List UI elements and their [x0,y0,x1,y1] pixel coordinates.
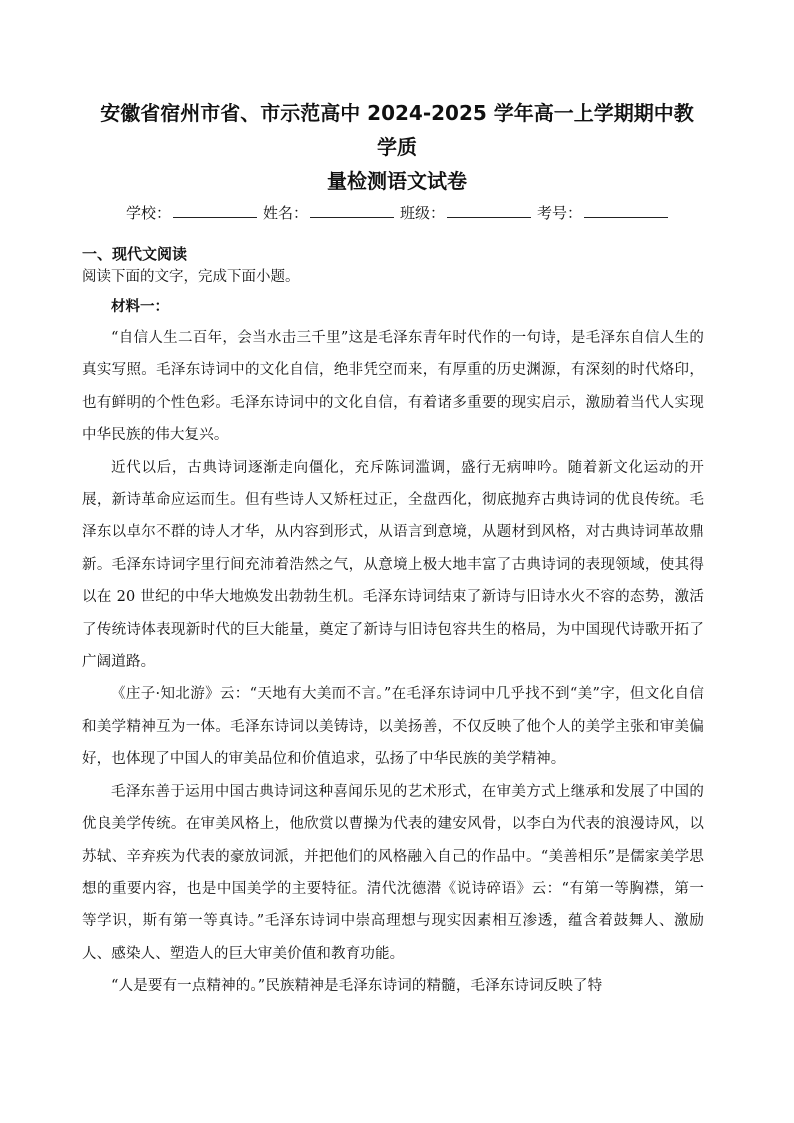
class-label: 班级： [400,204,446,222]
student-info-fields [92,200,702,226]
material-text [82,322,704,1003]
paragraph: 《庄子·知北游》云：“天地有大美而不言。”在毛泽东诗词中几乎找不到“美”字，但文化自信和美学精神互为一体。毛泽东诗词以美铸诗，以美扬善，不仅反映了他个人的美学主张和审美偏好，也体现了中国人的审美品位和价值追求，弘扬了中华民族的美学精神。 [82,686,704,768]
paragraph: “自信人生二百年，会当水击三千里”这是毛泽东青年时代作的一句诗，是毛泽东自信人生的真实写照。毛泽东诗词中的文化自信，绝非凭空而来，有厚重的历史渊源，有深刻的时代烙印，也有鲜明的个性色彩。毛泽东诗词中的文化自信，有着诸多重要的现实启示，激励着当代人实现中华民族的伟大复兴。 [82,330,704,444]
section-heading: 一、现代文阅读 [82,245,188,263]
title-line-2: 量检测语文试卷 [327,169,467,193]
class-field[interactable] [400,200,531,226]
exam-number-label: 考号： [537,204,583,222]
school-blank[interactable] [173,203,257,218]
exam-number-blank[interactable] [584,203,668,218]
title-line-1: 安徽省宿州市省、市示范高中 2024-2025 学年高一上学期期中教学质 [100,101,694,159]
reading-instruction: 阅读下面的文字，完成下面小题。 [82,269,300,285]
name-label: 姓名： [262,204,308,222]
exam-title [92,96,702,198]
class-blank[interactable] [447,203,531,218]
name-field[interactable] [263,200,394,226]
material-label: 材料一： [111,299,169,315]
school-label: 学校： [125,204,171,222]
paragraph: “人是要有一点精神的。”民族精神是毛泽东诗词的精髓，毛泽东诗词反映了特 [111,978,603,995]
paragraph: 近代以后，古典诗词逐渐走向僵化，充斥陈词滥调，盛行无病呻吟。随着新文化运动的开展，新诗革命应运而生。但有些诗人又矫枉过正，全盘西化，彻底抛弃古典诗词的优良传统。毛泽东以卓尔不群的诗人才华，从内容到形式，从语言到意境，从题材到风格，对古典诗词革故鼎新。毛泽东诗词字里行间充沛着浩然之气，从意境上极大地丰富了古典诗词的表现领域，使其得以在 20 世纪的中华大地焕发出勃勃生机。毛泽东诗词结束了新诗与旧诗水火不容的态势，激活了传统诗体表现新时代的巨大能量，奠定了新诗与旧诗包容共生的格局，为中国现代诗歌开拓了广阔道路。 [82,459,704,671]
name-blank[interactable] [310,203,394,218]
school-field[interactable] [126,200,257,226]
exam-number-field[interactable] [537,200,668,226]
paragraph: 毛泽东善于运用中国古典诗词这种喜闻乐见的艺术形式，在审美方式上继承和发展了中国的优良美学传统。在审美风格上，他欣赏以曹操为代表的建安风骨，以李白为代表的浪漫诗风，以苏轼、辛弃疾为代表的豪放词派，并把他们的风格融入自己的作品中。“美善相乐”是儒家美学思想的重要内容，也是中国美学的主要特征。清代沈德潜《说诗碎语》云：“有第一等胸襟，第一等学识，斯有第一等真诗。”毛泽东诗词中崇高理想与现实因素相互渗透，蕴含着鼓舞人、激励人、感染人、塑造人的巨大审美价值和教育功能。 [82,783,704,962]
